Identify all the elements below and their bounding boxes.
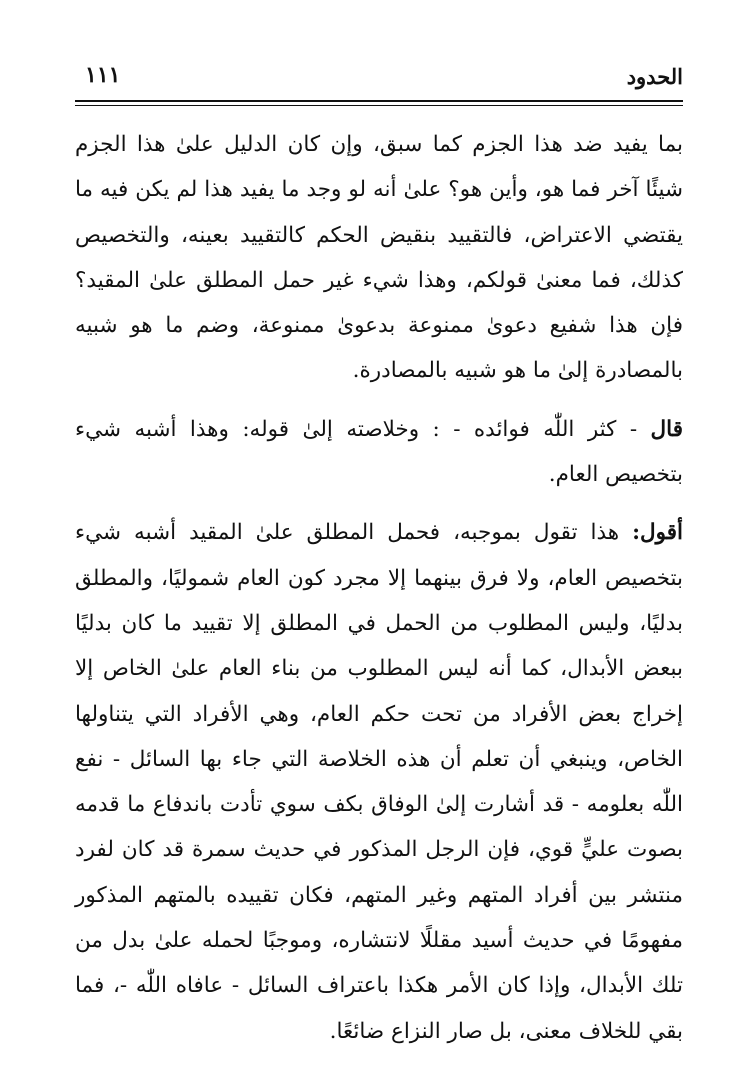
paragraph-3-lead: أقول: — [632, 520, 683, 546]
paragraph-1-text: بما يفيد ضد هذا الجزم كما سبق، وإن كان الدليل علىٰ هذا الجزم شيئًا آخر فما هو، وأين هو؟ علىٰ أنه لو وجد ما يفيد هذا لم يكن فيه ما يقتضي الاعتراض، فالتقييد بنقيض الحكم كالتقييد بعينه، والتخصيص كذلك، فما معنىٰ قولكم، وهذا شيء غير حمل المطلق علىٰ المقيد؟ فإن هذا شفيع دعوىٰ ممنوعة بدعوىٰ ممنوعة، وضم ما هو شبيه بالمصادرة إلىٰ ما هو شبيه بالمصادرة. — [75, 132, 683, 384]
paragraph-3 — [75, 510, 683, 1054]
header-rule-thin — [75, 105, 683, 106]
paragraph-1 — [75, 122, 683, 394]
paragraph-3-text: هذا تقول بموجبه، فحمل المطلق علىٰ المقيد أشبه شيء بتخصيص العام، ولا فرق بينهما إلا مجرد كون العام شموليًا، والمطلق بدليًا، وليس المطلوب من الحمل في المطلق إلا تقييد ما كان بدليًا ببعض الأبدال، كما أنه ليس المطلوب من بناء العام علىٰ الخاص إلا إخراج بعض الأفراد من تحت حكم العام، وهي الأفراد التي يتناولها الخاص، وينبغي أن تعلم أن هذه الخلاصة التي جاء بها السائل - نفع اللّٰه بعلومه - قد أشارت إلىٰ الوفاق بكف سوي تأدت باندفاع ما قدمه بصوت عليٍّ قوي، فإن الرجل المذكور في حديث سمرة قد كان لفرد منتشر بين أفراد المتهم وغير المتهم، فكان تقييده بالمتهم المذكور مفهومًا في حديث أسيد مقللًا لانتشاره، وموجبًا لحمله علىٰ بدل من تلك الأبدال، وإذا كان الأمر هكذا باعتراف السائل - عافاه اللّٰه -، فما بقي للخلاف معنى، بل صار النزاع ضائعًا. — [75, 520, 683, 1044]
running-title: الحدود — [626, 64, 683, 89]
paragraph-2-text: - كثر اللّٰه فوائده - : وخلاصته إلىٰ قوله: وهذا أشبه شيء بتخصيص العام. — [75, 416, 683, 488]
header-rule-thick — [75, 100, 683, 102]
body-text — [75, 122, 683, 1054]
page-number: ١١١ — [85, 62, 121, 88]
paragraph-2 — [75, 407, 683, 498]
paragraph-2-lead: قال — [650, 416, 683, 442]
page-header — [75, 58, 683, 98]
